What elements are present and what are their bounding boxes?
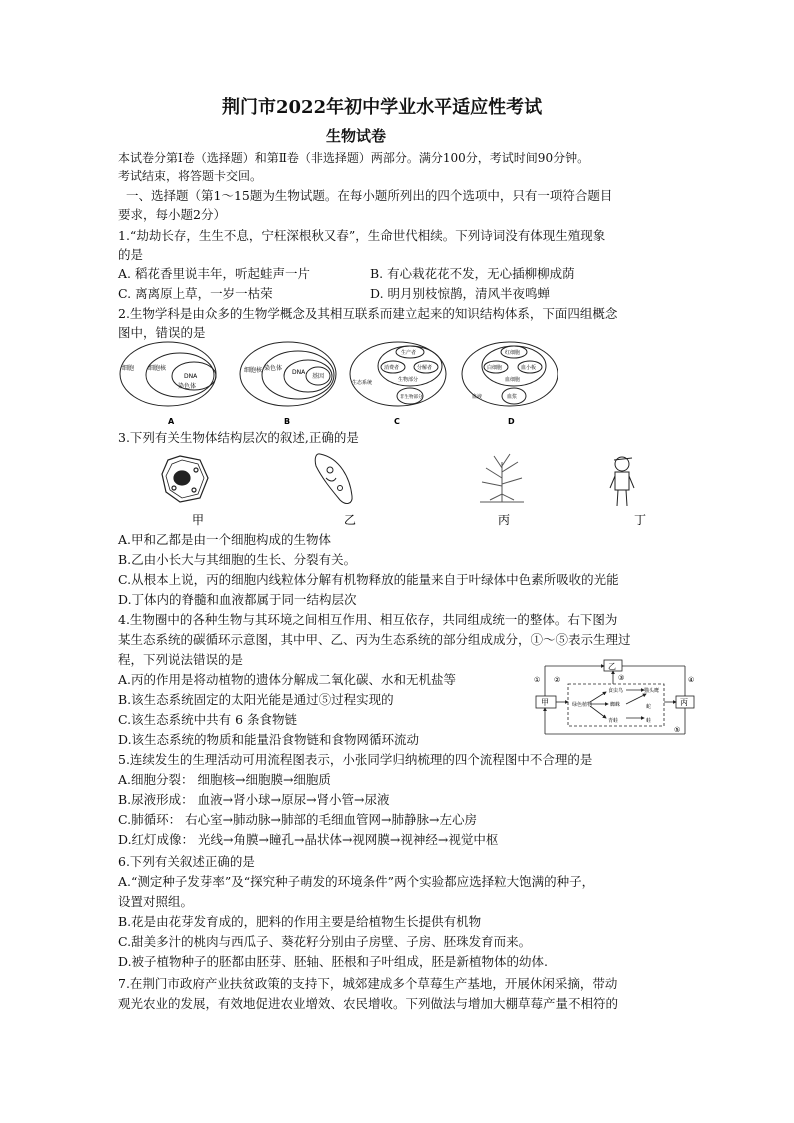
q6-option-d: D.被子植物种子的胚都由胚芽、胚轴、胚根和子叶组成，胚是新植物体的幼体. xyxy=(118,954,549,969)
q2-stem-continued: 图中，错误的是 xyxy=(118,325,206,340)
diagram-b-label-1: 细胞核 xyxy=(244,367,263,374)
process-4-label: ④ xyxy=(688,676,695,684)
tree-figure xyxy=(480,454,524,502)
q1-option-a: A. 稻花香里说丰年，听起蛙声一片 xyxy=(118,266,310,281)
organism-b-label: 猫头鹰 xyxy=(644,688,660,694)
q6-option-a: A.“测定种子发芽率”及“探究种子萌发的环境条件”两个实验都应选择粒大饱满的种子， xyxy=(118,874,595,889)
diagram-b-label-4: 基因 xyxy=(312,373,325,380)
q1-option-d: D. 明月别枝惊鹊，清风半夜鸣蝉 xyxy=(370,286,551,301)
diagram-c-label-2: 消费者 xyxy=(384,365,400,371)
concept-diagram-a xyxy=(120,342,216,406)
q7-stem: 7.在荆门市政府产业扶贫政策的支持下，城郊建成多个草莓生产基地，开展休闲采摘，带动 xyxy=(118,976,618,991)
diagram-a-label-1: 细胞 xyxy=(122,365,135,372)
concept-diagram-c xyxy=(350,342,446,406)
q7-stem-continued: 观光农业的发展，有效地促进农业增效、农民增收。下列做法与增加大棚草莓产量不相符的 xyxy=(118,996,619,1011)
node-jia-label: 甲 xyxy=(541,698,549,707)
organism-a-label: 食虫鸟 xyxy=(608,688,624,694)
q6-option-b: B.花是由花芽发育成的，肥料的作用主要是给植物生长提供有机物 xyxy=(118,914,482,929)
diagram-a-label-2: 细胞核 xyxy=(148,365,167,372)
q1-stem-continued: 的是 xyxy=(118,247,144,262)
section-heading: 一、选择题（第1～15题为生物试题。在每小题所列出的四个选项中，只有一项符合题目 xyxy=(126,188,613,203)
diagram-b-label-3: DNA xyxy=(292,369,306,376)
page-title: 荆门市2022年初中学业水平适应性考试 xyxy=(222,97,543,118)
q6-option-c: C.甜美多汁的桃肉与西瓜子、葵花籽分别由子房壁、子房、胚珠发育而来。 xyxy=(118,934,532,949)
person-figure xyxy=(610,457,634,506)
q3-stem: 3.下列有关生物体结构层次的叙述,正确的是 xyxy=(118,430,359,445)
q5-stem: 5.连续发生的生理活动可用流程图表示，小张同学归纳梳理的四个流程图中不合理的是 xyxy=(118,752,593,767)
diagram-letter-a: A xyxy=(168,417,175,426)
diagram-letter-d: D xyxy=(508,417,515,426)
plant-cell-figure xyxy=(162,456,208,502)
q6-option-a-continued: 设置对照组。 xyxy=(118,894,194,909)
figure-label-yi: 乙 xyxy=(344,513,357,527)
diagram-d-label-6: 血浆 xyxy=(507,394,518,400)
node-yi-label: 乙 xyxy=(608,662,616,671)
q4-option-d: D.该生态系统的物质和能量沿食物链和食物网循环流动 xyxy=(118,732,420,747)
q1-option-b: B. 有心栽花花不发，无心插柳柳成荫 xyxy=(370,266,575,281)
diagram-c-label-6: 非生物部分 xyxy=(400,395,423,400)
process-1-label: ① xyxy=(534,676,541,684)
diagram-letter-b: B xyxy=(284,417,291,426)
paramecium-figure xyxy=(315,454,352,504)
q5-option-a: A.细胞分裂： 细胞核→细胞膜→细胞质 xyxy=(118,772,331,787)
q4-stem: 4.生物圈中的各种生物与其环境之间相互作用、相互依存，共同组成统一的整体。右下图为 xyxy=(118,612,618,627)
diagram-a-label-4: 染色体 xyxy=(178,383,197,390)
process-5-label: ⑤ xyxy=(674,726,681,734)
figure-label-ding: 丁 xyxy=(634,513,647,527)
organism-c-label: 蛙 xyxy=(646,718,652,724)
process-2-label: ② xyxy=(554,676,561,684)
diagram-c-label-1: 生产者 xyxy=(401,350,417,356)
diagram-d-label-1: 红细胞 xyxy=(505,350,521,356)
diagram-letter-c: C xyxy=(394,417,400,426)
q4-option-b: B.该生态系统固定的太阳光能是通过⑤过程实现的 xyxy=(118,692,394,707)
carbon-cycle-diagram xyxy=(528,656,700,740)
q2-stem: 2.生物学科是由众多的生物学概念及其相互联系而建立起来的知识结构体系，下面四组概念 xyxy=(118,306,618,321)
diagram-d-label-2: 白细胞 xyxy=(487,365,503,371)
q3-option-a: A.甲和乙都是由一个细胞构成的生物体 xyxy=(118,532,332,547)
organism-g-label: 蛇 xyxy=(646,704,652,710)
q4-option-c: C.该生态系统中共有 6 条食物链 xyxy=(118,712,297,727)
diagram-a-label-3: DNA xyxy=(184,373,198,380)
q1-option-c: C. 离离原上草，一岁一枯荣 xyxy=(118,286,273,301)
q3-option-d: D.丁体内的脊髓和血液都属于同一结构层次 xyxy=(118,592,357,607)
q6-stem: 6.下列有关叙述正确的是 xyxy=(118,854,255,869)
q4-stem-continued: 某生态系统的碳循环示意图，其中甲、乙、丙为生态系统的部分组成成分，①～⑤表示生理过 xyxy=(118,632,631,647)
q1-stem: 1.“劫劫长存，生生不息，宁枉深根秋又春”，生命世代相续。下列诗词没有体现生殖现象 xyxy=(118,228,606,243)
diagram-c-label-3: 分解者 xyxy=(417,365,433,371)
exam-intro: 本试卷分第Ⅰ卷（选择题）和第Ⅱ卷（非选择题）两部分。满分100分，考试时间90分钟。 xyxy=(118,151,590,165)
q3-option-c: C.从根本上说，丙的细胞内线粒体分解有机物释放的能量来自于叶绿体中色素所吸收的光能 xyxy=(118,572,619,587)
diagram-b-label-2: 染色体 xyxy=(264,365,283,372)
q5-option-c: C.肺循环： 右心室→肺动脉→肺部的毛细血管网→肺静脉→左心房 xyxy=(118,812,477,827)
diagram-c-label-5: 生态系统 xyxy=(352,380,373,386)
exam-intro-continued: 考试结束，将答题卡交回。 xyxy=(118,169,263,183)
figure-label-jia: 甲 xyxy=(192,513,205,527)
organism-d-label: 绿色植物 xyxy=(572,702,593,708)
diagram-d-label-3: 血小板 xyxy=(521,365,537,371)
page-subtitle: 生物试卷 xyxy=(326,127,387,145)
organism-e-label: 蜘蛛 xyxy=(610,702,621,708)
figure-label-bing: 丙 xyxy=(498,513,511,527)
q4-option-a: A.丙的作用是将动植物的遗体分解成二氧化碳、水和无机盐等 xyxy=(118,672,457,687)
q2-concept-diagrams xyxy=(118,340,558,428)
process-3-label: ③ xyxy=(618,674,625,682)
node-bing-label: 丙 xyxy=(680,698,688,707)
q5-option-b: B.尿液形成： 血液→肾小球→原尿→肾小管→尿液 xyxy=(118,792,390,807)
diagram-c-label-4: 生物部分 xyxy=(398,377,419,383)
q3-figures xyxy=(150,448,670,530)
diagram-d-label-4: 血细胞 xyxy=(505,377,521,383)
q5-option-d: D.红灯成像： 光线→角膜→瞳孔→晶状体→视网膜→视神经→视觉中枢 xyxy=(118,832,499,847)
section-heading-continued: 要求，每小题2分） xyxy=(118,207,226,222)
q3-option-b: B.乙由小长大与其细胞的生长、分裂有关。 xyxy=(118,552,357,567)
q4-stem-end: 程，下列说法错误的是 xyxy=(118,652,244,667)
organism-f-label: 青蛙 xyxy=(608,718,619,724)
diagram-d-label-5: 血液 xyxy=(472,394,483,400)
